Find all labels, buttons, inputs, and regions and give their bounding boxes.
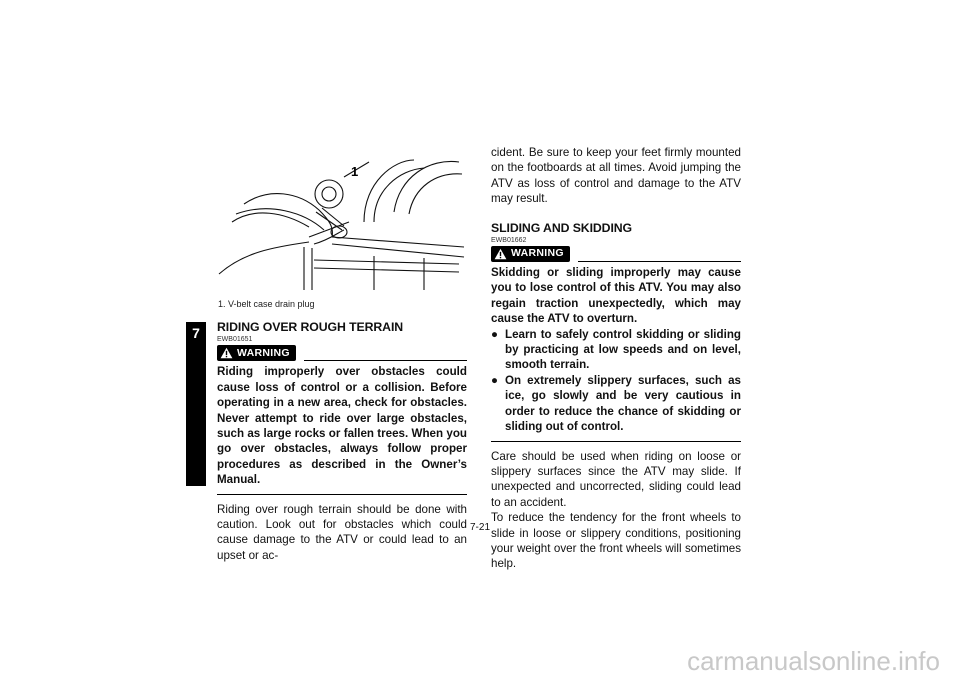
chapter-tab: 7 [186, 322, 206, 486]
watermark: carmanualsonline.info [687, 646, 940, 676]
section-title-rough-terrain: RIDING OVER ROUGH TERRAIN [217, 320, 404, 334]
bullet-icon: ● [491, 373, 499, 387]
page-number: 7-21 [469, 522, 490, 533]
bullet-icon: ● [491, 327, 499, 341]
warning-rule [578, 261, 741, 262]
warning-label: WARNING [237, 346, 290, 359]
warning-rule [304, 360, 467, 361]
figure-callout: 1 [351, 164, 359, 179]
list-item: ● Learn to safely control skidding or sliding by practicing at low speeds and on level, smooth terrain. [491, 327, 741, 372]
warning-triangle-icon [494, 248, 507, 260]
warning-bullet-list [491, 327, 741, 435]
body-paragraph: Care should be used when riding on loose or slippery surfaces since the ATV may slide. If unexpected and uncorrected, sliding could lead to an accident. [491, 449, 741, 509]
section-title-sliding: SLIDING AND SKIDDING [491, 220, 633, 235]
warning-triangle-icon [220, 347, 233, 359]
warning-end-rule [217, 494, 467, 495]
section-code: EWB01651 [217, 336, 253, 344]
section-code: EWB01662 [491, 237, 527, 245]
warning-label: WARNING [511, 247, 564, 260]
warning-badge [217, 345, 296, 361]
warning-header [217, 345, 467, 361]
figure-caption: 1. V-belt case drain plug [218, 299, 315, 309]
warning-text: Riding improperly over obstacles could cause loss of control or a collision. Before operating in a new area, check for obstacles. Never attempt to ride over large obstacles, such as large rocks or fallen trees. When you go over obstacles, always follow proper procedures as described in the Owner’s Manual. [217, 365, 467, 487]
warning-header [491, 246, 741, 262]
warning-text: Skidding or sliding improperly may cause you to lose control of this ATV. You may also regain traction unexpectedly, which may cause the ATV to overturn. [491, 266, 741, 326]
drain-plug-illustration [214, 152, 466, 292]
warning-end-rule [491, 441, 741, 442]
list-item: ● On extremely slippery surfaces, such as ice, go slowly and be very cautious in order to reduce the chance of skidding or sliding out of control. [491, 373, 741, 434]
warning-badge [491, 246, 570, 262]
body-paragraph: Riding over rough terrain should be done with caution. Look out for obstacles which could cause damage to the ATV or could lead to an upset or ac- [217, 502, 467, 562]
body-paragraph-continued: cident. Be sure to keep your feet firmly mounted on the footboards at all times. Avoid jumping the ATV as loss of control and damage to the ATV may result. [491, 146, 741, 206]
right-column [491, 145, 741, 572]
body-paragraph: To reduce the tendency for the front wheels to slide in loose or slippery conditions, positioning your weight over the front wheels will sometimes help. [491, 511, 741, 571]
